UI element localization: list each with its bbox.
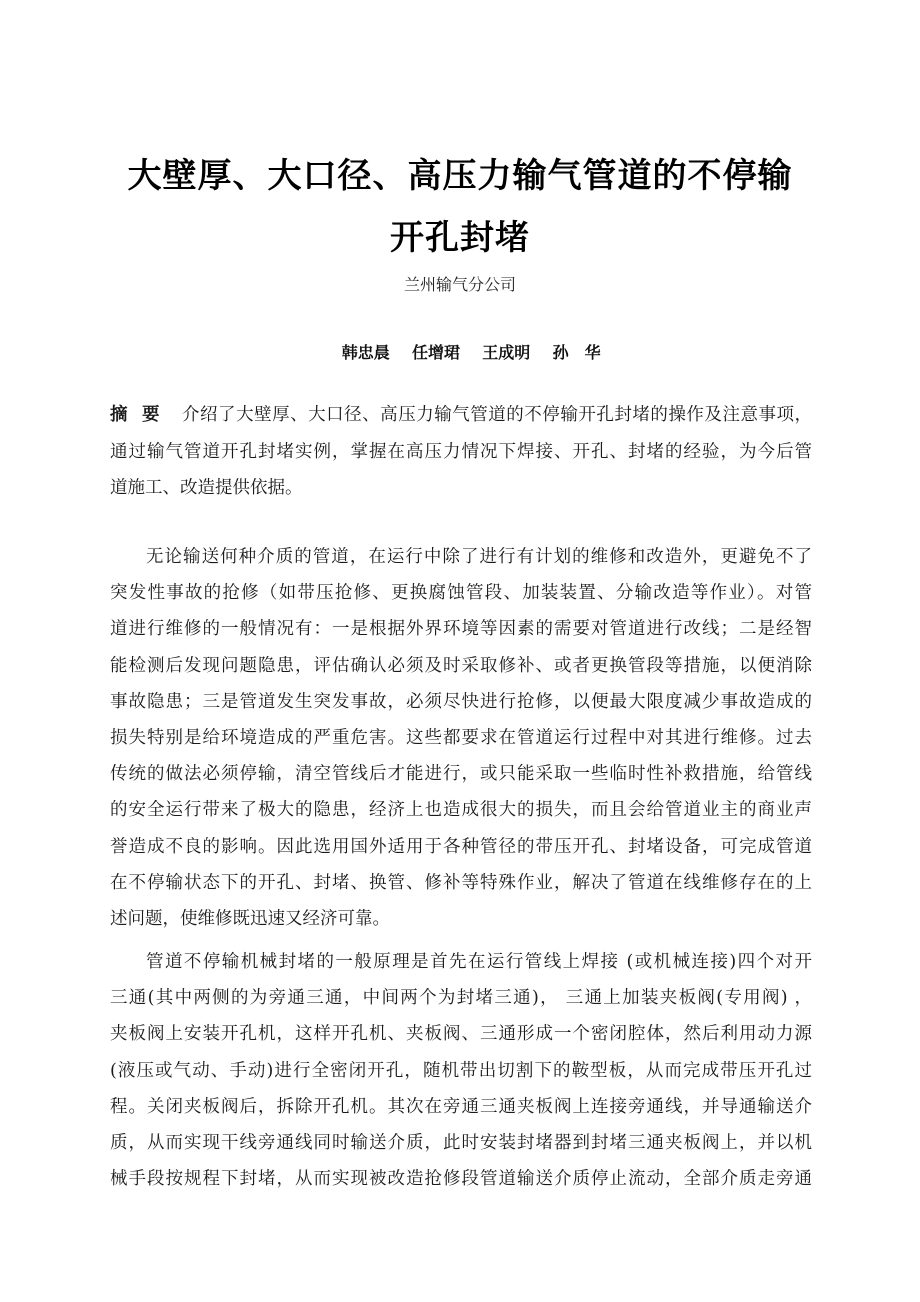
paragraph-line: 质，从而实现干线旁通线同时输送介质，此时安装封堵器到封堵三通夹板阀上，并以机 [110,1133,812,1153]
paragraph-line: 管道不停输机械封堵的一般原理是首先在运行管线上焊接 (或机械连接)四个对开 [146,952,812,972]
paragraph-line: 损失特别是给环境造成的严重危害。这些都要求在管道运行过程中对其进行维修。过去 [110,728,812,748]
paragraph-line: 的安全运行带来了极大的隐患，经济上也造成很大的损失，而且会给管道业主的商业声 [110,800,812,821]
author: 韩忠晨 [341,343,390,362]
abstract-line: 通过输气管道开孔封堵实例，掌握在高压力情况下焊接、开孔、封堵的经验，为今后管 [110,442,812,462]
paragraph-line: 三通(其中两侧的为旁通三通，中间两个为封堵三通)， 三通上加装夹板阀(专用阀) ， [110,988,812,1009]
author-list [60,321,860,382]
paragraph-line: 道进行维修的一般情况有：一是根据外界环境等因素的需要对管道进行改线；二是经智 [110,619,812,640]
paragraph-line: 事故隐患；三是管道发生突发事故，必须尽快进行抢修，以便最大限度减少事故造成的 [110,691,812,712]
paragraph-line: 传统的做法必须停输，清空管线后才能进行，或只能采取一些临时性补救措施，给管线 [110,764,812,785]
title-line-1: 大壁厚、大口径、高压力输气管道的不停输 [127,156,793,196]
paragraph-line: (液压或气动、手动)进行全密闭开孔，随机带出切割下的鞍型板，从而完成带压开孔过 [110,1060,812,1081]
abstract-text: 介绍了大壁厚、大口径、高压力输气管道的不停输开孔封堵的操作及注意事项， [182,405,813,425]
abstract-label: 摘要 [110,405,175,425]
paragraph-line: 程。关闭夹板阀后，拆除开孔机。其次在旁通三通夹板阀上连接旁通线，并导通输送介 [110,1096,812,1117]
title-line-2: 开孔封堵 [390,218,530,258]
paragraph-line: 械手段按规程下封堵，从而实现被改造抢修段管道输送介质停止流动，全部介质走旁通 [110,1169,812,1190]
paragraph-line: 夹板阀上安装开孔机，这样开孔机、夹板阀、三通形成一个密闭腔体，然后利用动力源 [110,1024,812,1045]
author: 孙 华 [552,343,601,362]
paragraph-line: 在不停输状态下的开孔、封堵、换管、修补等特殊作业，解决了管道在线维修存在的上 [110,872,812,893]
author: 王成明 [482,343,531,362]
affiliation: 兰州输气分公司 [403,275,516,294]
paragraph-line: 突发性事故的抢修（如带压抢修、更换腐蚀管段、加装装置、分输改造等作业）。对管 [110,583,812,604]
paragraph-line: 无论输送何种介质的管道，在运行中除了进行有计划的维修和改造外，更避免不了 [146,547,812,567]
paragraph-line: 述问题，使维修既迅速又经济可靠。 [110,909,390,929]
author: 任增珺 [411,343,460,362]
abstract-line: 道施工、改造提供依据。 [110,478,303,498]
paragraph-line: 誉造成不良的影响。因此选用国外适用于各种管径的带压开孔、封堵设备，可完成管道 [110,836,812,857]
abstract-line [110,403,812,427]
paragraph-line: 能检测后发现问题隐患，评估确认必须及时采取修补、或者更换管段等措施，以便消除 [110,655,812,676]
